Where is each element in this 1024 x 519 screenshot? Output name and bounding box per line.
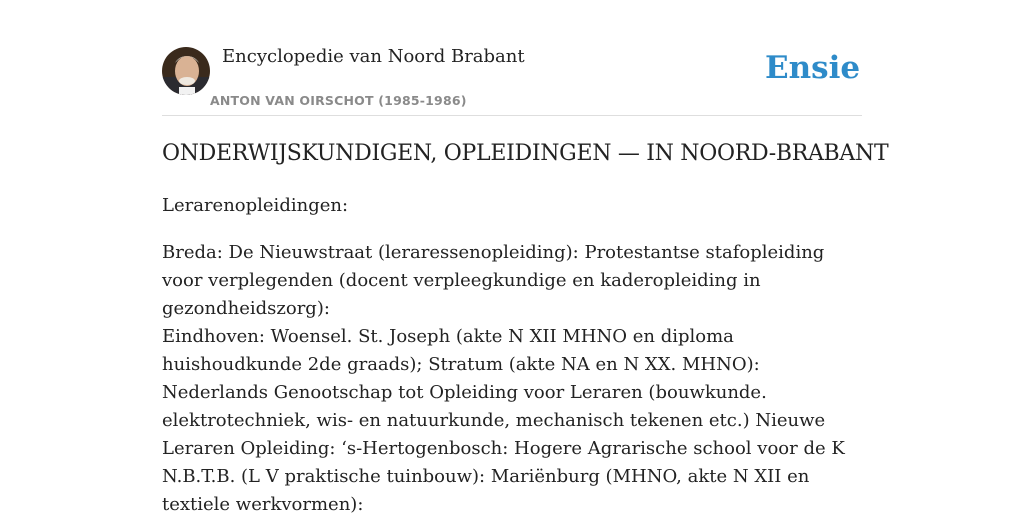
article-paragraph: Eindhoven: Woensel. St. Joseph (akte N XII MHNO en diploma huishoudkunde 2de graads); Stratum (akte NA en N XX. MHNO): Nederlands Genootschap tot Opleiding voor Leraren (bouwkunde. elektrotechniek, wis- en natuurkunde, mechanisch tekenen etc.) Nieuwe Leraren Opleiding: ‘s-Hertogenbosch: Hogere Agrarische school voor de K N.B.T.B. (L V praktische tuinbouw): Mariënburg (MHNO, akte N XII en textiele werkvormen): bbox=[162, 326, 845, 515]
article-paragraph: Breda: De Nieuwstraat (leraressenopleiding): Protestantse stafopleiding voor verplegenden (docent verpleegkundige en kaderopleiding in gezondheidszorg): bbox=[162, 242, 825, 319]
header-divider bbox=[162, 115, 862, 116]
ensie-logo[interactable]: Ensie bbox=[765, 50, 861, 86]
article-headline: ONDERWIJSKUNDIGEN, OPLEIDINGEN — IN NOORD-BRABANT bbox=[162, 141, 889, 166]
author-name[interactable]: ANTON VAN OIRSCHOT (1985-1986) bbox=[210, 93, 467, 108]
section-label: Lerarenopleidingen: bbox=[162, 195, 349, 216]
author-avatar bbox=[162, 47, 210, 95]
source-title[interactable]: Encyclopedie van Noord Brabant bbox=[222, 46, 525, 67]
